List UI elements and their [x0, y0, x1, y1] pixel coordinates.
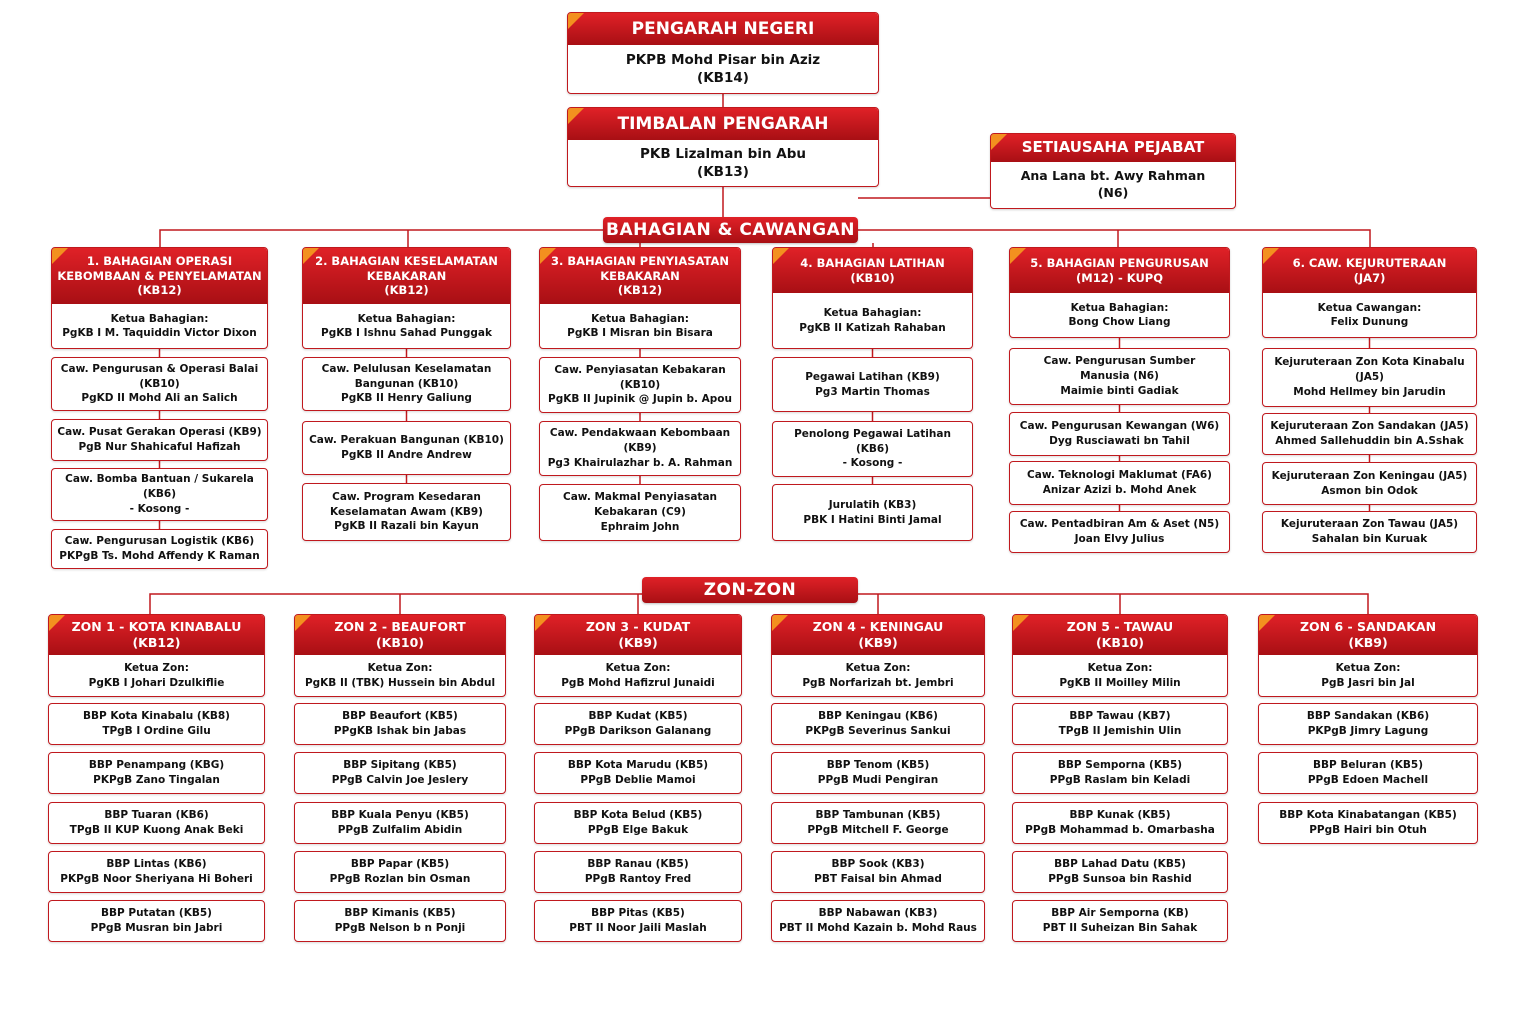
director-name: PKPB Mohd Pisar bin Aziz	[625, 51, 821, 68]
zone-station	[294, 752, 506, 794]
department-head-line: Ketua Bahagian:	[591, 312, 689, 325]
zone-station	[294, 851, 506, 893]
department-title	[1010, 248, 1229, 293]
zone-station	[1258, 802, 1478, 844]
zone-head	[1259, 655, 1477, 696]
department-unit-line: - Kosong -	[842, 457, 903, 470]
zone-station-line: BBP Kota Kinabalu (KB8)	[83, 710, 230, 723]
secretary-name: Ana Lana bt. Awy Rahman	[1020, 168, 1206, 184]
department-unit-line: (KB6)	[142, 488, 177, 501]
zone-title-line: (KB9)	[1348, 635, 1388, 650]
department-unit	[1262, 462, 1477, 505]
department-unit-line: Joan Elvy Julius	[1074, 533, 1165, 545]
department-head-line: Bong Chow Liang	[1068, 316, 1171, 328]
zone-head	[49, 655, 264, 696]
zone-title	[1259, 615, 1477, 655]
director-grade: (KB14)	[697, 70, 749, 86]
zone-station	[771, 752, 985, 794]
secretary-grade: (N6)	[1097, 185, 1129, 200]
department-title-line: 5. BAHAGIAN PENGURUSAN	[1030, 255, 1209, 270]
department-head	[540, 304, 740, 348]
department-head-line: Felix Dunung	[1330, 316, 1409, 328]
department-unit-line: Caw. Pengurusan & Operasi Balai	[60, 362, 259, 375]
department-unit-line: Maimie binti Gadiak	[1060, 384, 1179, 397]
zone-head-line: Ketua Zon:	[605, 662, 671, 675]
department-unit	[772, 357, 973, 412]
zone-station-line: PPgB Elge Bakuk	[587, 824, 689, 836]
department-unit	[1262, 348, 1477, 407]
zone-station	[1012, 851, 1228, 893]
department-unit-line: PgB Nur Shahicaful Hafizah	[78, 441, 241, 453]
zone-title-line: (KB10)	[1095, 635, 1145, 650]
zone-title-line: (KB9)	[858, 635, 898, 650]
department-title	[52, 248, 267, 304]
department-unit-line: PgKB II Razali bin Kayun	[334, 520, 479, 533]
department-unit-line: (KB10)	[619, 378, 661, 391]
department-unit-line: PgKB II Henry Galiung	[341, 392, 472, 405]
department-title-line: 1. BAHAGIAN OPERASI	[86, 253, 233, 268]
zone-station-line: PPgB Hairi bin Otuh	[1309, 824, 1427, 836]
department-unit-line: Kejuruteraan Zon Kota Kinabalu	[1274, 356, 1465, 369]
zone-title-line: ZON 2 - BEAUFORT	[334, 618, 466, 634]
zone-station-line: BBP Beluran (KB5)	[1313, 759, 1423, 772]
zone-station-line: PPgB Musran bin Jabri	[90, 922, 223, 934]
department-unit-line: PgKB II Andre Andrew	[341, 449, 472, 461]
deputy-name: PKB Lizalman bin Abu	[640, 145, 806, 162]
department-head	[52, 304, 267, 348]
zone-station-line: BBP Pitas (KB5)	[591, 907, 685, 920]
department-unit-line: Pg3 Khairulazhar b. A. Rahman	[547, 456, 733, 469]
department-unit-line: Pegawai Latihan (KB9)	[805, 370, 940, 383]
zone-station	[771, 703, 985, 745]
zone-station	[48, 802, 265, 844]
department-unit-line: Pg3 Martin Thomas	[815, 385, 930, 398]
zone-title-line: (KB9)	[618, 635, 658, 650]
department-unit	[302, 357, 511, 411]
department-head-line: Ketua Cawangan:	[1317, 301, 1422, 314]
zone-station	[294, 802, 506, 844]
department-head-line: Ketua Bahagian:	[823, 307, 922, 320]
department-head-line: Ketua Bahagian:	[110, 312, 209, 325]
deputy-grade: (KB13)	[697, 164, 749, 180]
department-head-line: PgKB II Katizah Rahaban	[799, 321, 946, 334]
zone-station	[48, 703, 265, 745]
department-head	[1010, 293, 1229, 337]
department-head	[1263, 293, 1476, 337]
zone-station-line: BBP Lahad Datu (KB5)	[1054, 858, 1186, 871]
department-box	[772, 247, 973, 349]
zone-station-line: BBP Papar (KB5)	[350, 858, 450, 871]
zone-station-line: BBP Sook (KB3)	[831, 858, 925, 871]
zone-station-line: BBP Kimanis (KB5)	[344, 907, 456, 920]
zone-station-line: PPgB Rozlan bin Osman	[329, 873, 471, 885]
secretary-title: SETIAUSAHA PEJABAT	[991, 134, 1235, 162]
zone-station-line: PBT II Suheizan Bin Sahak	[1042, 922, 1198, 934]
zone-station-line: PKPgB Jimry Lagung	[1307, 725, 1429, 737]
department-unit	[772, 421, 973, 477]
department-unit	[302, 483, 511, 541]
director-title: PENGARAH NEGERI	[568, 13, 878, 45]
zone-head-line: Ketua Zon:	[845, 662, 911, 675]
department-unit	[1009, 511, 1230, 553]
department-unit	[772, 484, 973, 541]
department-unit-line: Mohd Hellmey bin Jarudin	[1293, 385, 1446, 398]
zone-station-line: BBP Tambunan (KB5)	[815, 809, 941, 822]
zone-title-line: (KB10)	[375, 635, 425, 650]
zone-station-line: BBP Sandakan (KB6)	[1306, 710, 1430, 723]
department-head-line: PgKB I Ishnu Sahad Punggak	[321, 327, 492, 339]
zone-station	[534, 802, 742, 844]
department-title-line: (KB12)	[137, 283, 182, 298]
department-box	[302, 247, 511, 349]
department-unit-line: Kejuruteraan Zon Keningau (JA5)	[1271, 469, 1468, 482]
zone-station-line: BBP Kota Kinabatangan (KB5)	[1279, 809, 1457, 822]
zone-station-line: BBP Sipitang (KB5)	[343, 759, 457, 772]
zone-station-line: PPgB Rantoy Fred	[584, 873, 692, 885]
zone-station-line: PPgB Mitchell F. George	[807, 824, 949, 836]
department-head-line: Ketua Bahagian:	[357, 312, 456, 325]
zone-station	[294, 900, 506, 942]
department-unit	[1009, 348, 1230, 405]
zone-station	[534, 900, 742, 942]
zone-station-line: PKPgB Zano Tingalan	[93, 774, 220, 786]
zone-head-line: PgB Mohd Hafizrul Junaidi	[561, 676, 715, 689]
zone-title-line: ZON 6 - SANDAKAN	[1299, 618, 1437, 634]
zone-title-line: (KB12)	[132, 635, 181, 650]
zone-station	[1012, 900, 1228, 942]
department-unit	[51, 419, 268, 461]
zone-station-line: BBP Penampang (KBG)	[88, 759, 225, 772]
department-head	[303, 304, 510, 348]
department-unit-line: Caw. Penyiasatan Kebakaran	[554, 363, 726, 376]
department-box	[1009, 247, 1230, 338]
zones-banner: ZON-ZON	[642, 577, 858, 603]
department-unit-line: Caw. Program Kesedaran	[332, 490, 481, 503]
department-unit-line: Caw. Perakuan Bangunan (KB10)	[309, 434, 504, 447]
department-unit-line: Caw. Pentadbiran Am & Aset (N5)	[1019, 518, 1220, 531]
department-unit-line: - Kosong -	[129, 502, 190, 515]
department-title-line: 6. CAW. KEJURUTERAAN	[1292, 255, 1447, 270]
department-unit-line: Caw. Pengurusan Logistik (KB6)	[64, 535, 255, 548]
zone-station-line: TPgB II Jemishin Ulin	[1058, 725, 1182, 737]
zone-station-line: BBP Putatan (KB5)	[101, 907, 212, 920]
department-unit-line: PgKB II Jupinik @ Jupin b. Apou	[548, 393, 732, 406]
zone-box	[771, 614, 985, 697]
department-unit	[51, 468, 268, 521]
deputy-title: TIMBALAN PENGARAH	[568, 108, 878, 140]
department-unit-line: Caw. Pendakwaan Kebombaan	[549, 427, 731, 440]
department-unit	[539, 421, 741, 476]
zone-station-line: TPgB I Ordine Gilu	[102, 725, 211, 737]
department-unit-line: Ahmed Sallehuddin bin A.Sshak	[1275, 435, 1464, 447]
department-unit-line: Asmon bin Odok	[1321, 484, 1418, 497]
zone-station	[294, 703, 506, 745]
zone-box	[534, 614, 742, 697]
department-title-line: (KB12)	[384, 283, 429, 298]
zone-head	[772, 655, 984, 696]
department-unit-line: Kejuruteraan Zon Tawau (JA5)	[1280, 518, 1459, 531]
zone-station-line: BBP Kuala Penyu (KB5)	[331, 809, 469, 822]
zone-station-line: BBP Ranau (KB5)	[587, 858, 689, 871]
department-unit-line: (JA5)	[1355, 371, 1384, 384]
department-title-line: (M12) - KUPQ	[1076, 270, 1163, 285]
zone-station-line: PPgB Sunsoa bin Rashid	[1048, 873, 1192, 885]
department-unit-line: Manusia (N6)	[1080, 370, 1159, 383]
zone-station-line: BBP Tawau (KB7)	[1069, 710, 1171, 723]
department-unit	[539, 357, 741, 413]
zone-head-line: PgKB II (TBK) Hussein bin Abdul	[304, 676, 496, 689]
department-title-line: 4. BAHAGIAN LATIHAN	[800, 255, 945, 270]
zone-head-line: PgB Jasri bin Jal	[1321, 676, 1415, 689]
department-box	[539, 247, 741, 349]
zone-station-line: PPgB Edoen Machell	[1307, 774, 1429, 786]
department-title	[1263, 248, 1476, 293]
zone-station-line: PPgB Zulfalim Abidin	[337, 824, 463, 836]
zone-station-line: PPgB Mudi Pengiran	[817, 774, 939, 786]
department-unit	[539, 484, 741, 541]
zone-title	[295, 615, 505, 655]
zone-station-line: BBP Tuaran (KB6)	[104, 809, 209, 822]
zone-station-line: BBP Tenom (KB5)	[826, 759, 930, 772]
zone-title-line: ZON 5 - TAWAU	[1066, 618, 1174, 634]
zone-station-line: PKPgB Severinus Sankui	[805, 725, 951, 737]
zone-station-line: PBT II Noor Jaili Maslah	[569, 922, 707, 934]
zone-station	[534, 752, 742, 794]
zone-station-line: PBT II Mohd Kazain b. Mohd Raus	[779, 922, 977, 934]
department-unit-line: Sahalan bin Kuruak	[1311, 533, 1428, 545]
department-unit-line: Caw. Bomba Bantuan / Sukarela	[65, 473, 254, 486]
department-unit-line: Penolong Pegawai Latihan (KB6)	[794, 427, 951, 455]
department-title-line: (JA7)	[1353, 270, 1386, 285]
zone-title	[49, 615, 264, 655]
department-unit-line: Caw. Pusat Gerakan Operasi (KB9)	[57, 426, 262, 439]
department-unit-line: Caw. Makmal Penyiasatan	[563, 491, 717, 504]
zone-station-line: BBP Air Semporna (KB)	[1051, 907, 1189, 920]
director-box	[567, 12, 879, 94]
zone-station	[1258, 703, 1478, 745]
zone-station-line: TPgB II KUP Kuong Anak Beki	[69, 824, 244, 836]
department-title	[540, 248, 740, 304]
department-box	[51, 247, 268, 349]
zone-station-line: BBP Keningau (KB6)	[818, 710, 938, 723]
department-unit-line: (KB10)	[139, 377, 180, 390]
department-unit-line: Ephraim John	[600, 520, 680, 533]
zone-box	[294, 614, 506, 697]
zone-head-line: Ketua Zon:	[1335, 662, 1401, 675]
zone-head-line: Ketua Zon:	[124, 662, 189, 675]
department-head-line: Ketua Bahagian:	[1070, 301, 1169, 314]
zone-station-line: PBT Faisal bin Ahmad	[814, 873, 942, 885]
zone-head	[1013, 655, 1227, 696]
zone-station	[771, 802, 985, 844]
zone-station	[1012, 802, 1228, 844]
zone-station	[1012, 752, 1228, 794]
department-title-line: KEBAKARAN	[600, 268, 680, 283]
zone-box	[1258, 614, 1478, 697]
zone-station	[48, 900, 265, 942]
department-unit	[1262, 511, 1477, 553]
zone-station-line: PPgB Calvin Joe Jeslery	[331, 774, 469, 786]
zone-box	[1012, 614, 1228, 697]
department-unit-line: Dyg Rusciawati bn Tahil	[1049, 435, 1190, 447]
department-unit	[1009, 412, 1230, 456]
zone-station-line: PPgKB Ishak bin Jabas	[333, 725, 467, 737]
zone-station-line: PPgB Darikson Galanang	[564, 725, 712, 737]
zone-station-line: BBP Kota Marudu (KB5)	[567, 759, 709, 772]
zone-head-line: PgB Norfarizah bt. Jembri	[802, 676, 954, 689]
zone-title	[535, 615, 741, 655]
zone-station-line: BBP Kunak (KB5)	[1069, 809, 1171, 822]
zone-station	[534, 703, 742, 745]
zone-title-line: ZON 3 - KUDAT	[585, 618, 691, 634]
department-title-line: (KB12)	[617, 283, 663, 298]
zone-station	[771, 900, 985, 942]
zone-station	[1012, 703, 1228, 745]
zone-station-line: BBP Semporna (KB5)	[1057, 759, 1183, 772]
department-title	[303, 248, 510, 304]
department-unit	[302, 421, 511, 475]
zone-station-line: PKPgB Noor Sheriyana Hi Boheri	[60, 873, 253, 885]
zone-station-line: PPgB Raslam bin Keladi	[1049, 774, 1191, 786]
department-title-line: 3. BAHAGIAN PENYIASATAN	[551, 253, 729, 268]
department-unit	[51, 357, 268, 411]
department-unit-line: Caw. Pengurusan Kewangan (W6)	[1019, 420, 1220, 433]
department-title-line: KEBOMBAAN & PENYELAMATAN	[57, 268, 262, 283]
zone-title	[1013, 615, 1227, 655]
zone-station-line: BBP Kota Belud (KB5)	[573, 809, 703, 822]
zone-station	[48, 752, 265, 794]
zone-station-line: BBP Beaufort (KB5)	[342, 710, 458, 723]
zone-head	[295, 655, 505, 696]
department-head-line: PgKB I M. Taquiddin Victor Dixon	[62, 327, 257, 339]
department-unit-line: Kebakaran (C9)	[594, 506, 686, 519]
zone-title-line: ZON 1 - KOTA KINABALU	[71, 618, 242, 634]
zone-head-line: PgKB II Moilley Milin	[1059, 676, 1181, 689]
department-title-line: KEBAKARAN	[366, 268, 447, 283]
department-title-line: (KB10)	[850, 270, 895, 285]
zone-station-line: PPgB Deblie Mamoi	[580, 774, 696, 786]
department-unit-line: Caw. Teknologi Maklumat (FA6)	[1027, 469, 1212, 482]
departments-banner: BAHAGIAN & CAWANGAN	[603, 217, 858, 243]
zone-station-line: PPgB Nelson b n Ponji	[334, 922, 466, 934]
secretary-box	[990, 133, 1236, 209]
department-unit-line: Bangunan (KB10)	[354, 377, 459, 390]
zone-head-line: PgKB I Johari Dzulkiflie	[88, 676, 225, 689]
department-title-line: 2. BAHAGIAN KESELAMATAN	[315, 253, 498, 268]
department-unit-line: (KB9)	[623, 442, 657, 455]
zone-box	[48, 614, 265, 697]
department-head-line: PgKB I Misran bin Bisara	[567, 327, 713, 339]
deputy-box	[567, 107, 879, 187]
zone-title	[772, 615, 984, 655]
zone-station	[771, 851, 985, 893]
zone-station-line: BBP Nabawan (KB3)	[818, 907, 938, 920]
zone-station-line: BBP Lintas (KB6)	[106, 858, 207, 871]
department-title	[773, 248, 972, 293]
department-unit-line: Jurulatih (KB3)	[828, 498, 917, 511]
zone-station-line: BBP Kudat (KB5)	[588, 710, 688, 723]
department-unit	[1009, 461, 1230, 505]
department-unit-line: Keselamatan Awam (KB9)	[330, 505, 483, 518]
department-box	[1262, 247, 1477, 338]
department-unit-line: PgKD II Mohd Ali an Salich	[81, 392, 238, 405]
zone-title-line: ZON 4 - KENINGAU	[812, 618, 944, 634]
department-unit-line: Anizar Azizi b. Mohd Anek	[1042, 484, 1197, 496]
department-unit-line: Caw. Pengurusan Sumber	[1043, 355, 1196, 368]
department-unit-line: Caw. Pelulusan Keselamatan	[321, 362, 492, 375]
zone-station-line: PPgB Mohammad b. Omarbasha	[1025, 824, 1215, 836]
department-unit-line: PKPgB Ts. Mohd Affendy K Raman	[59, 550, 260, 562]
zone-head-line: Ketua Zon:	[1087, 662, 1153, 675]
zone-head	[535, 655, 741, 696]
zone-head-line: Ketua Zon:	[367, 662, 433, 675]
department-unit	[51, 529, 268, 569]
zone-station	[534, 851, 742, 893]
department-unit-line: Kejuruteraan Zon Sandakan (JA5)	[1270, 420, 1469, 433]
zone-station	[1258, 752, 1478, 794]
department-head	[773, 293, 972, 348]
department-unit-line: PBK I Hatini Binti Jamal	[803, 513, 942, 526]
zone-station	[48, 851, 265, 893]
department-unit	[1262, 413, 1477, 455]
